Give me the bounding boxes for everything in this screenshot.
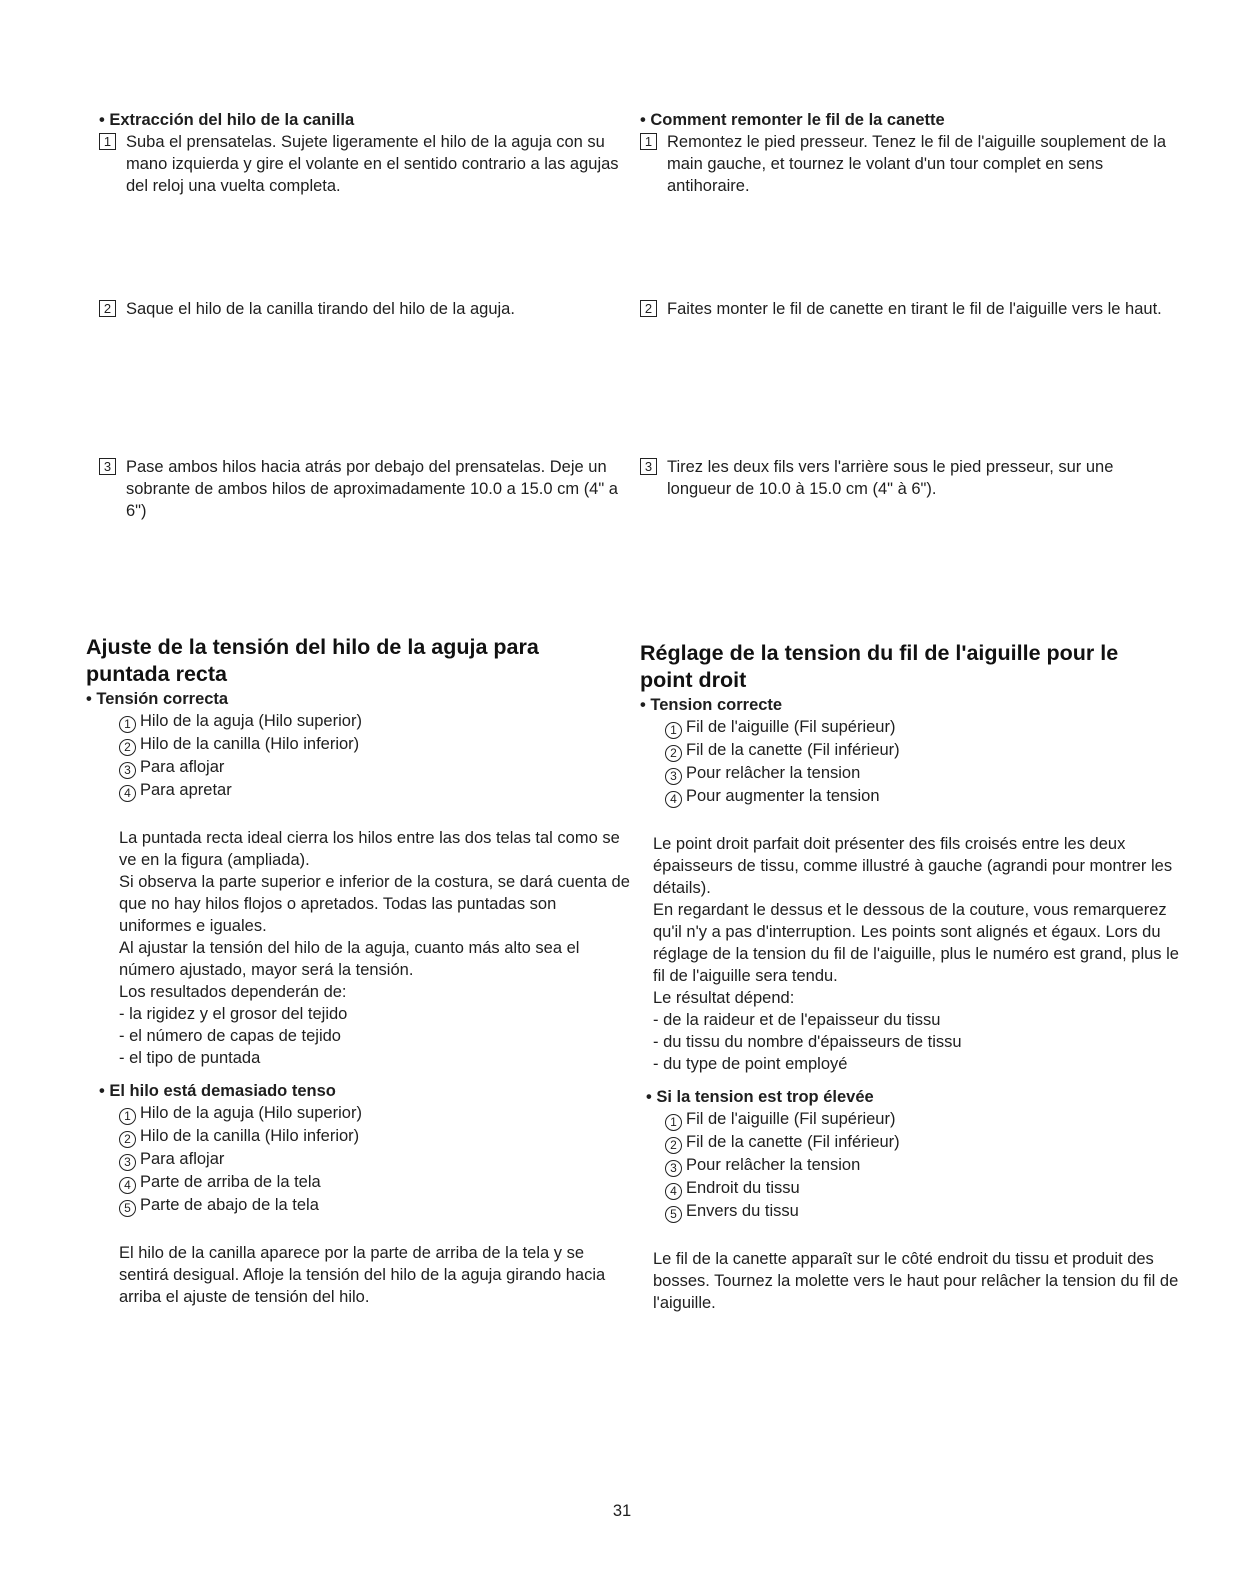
es-bobbin-title: • Extracción del hilo de la canilla [99,111,355,129]
list-item: 3 Para aflojar [119,756,631,779]
es-tight-title: • El hilo está demasiado tenso [99,1082,336,1100]
es-step-1-text: Suba el prensatelas. Sujete ligeramente el hilo de la aguja con su mano izquierda y gire el volante en el sentido contrario a las agujas del reloj una vuelta completa. [126,133,619,195]
fr-step-2-text: Faites monter le fil de canette en tirant le fil de l'aiguille vers le haut. [667,300,1162,318]
list-item: 5 Envers du tissu [665,1200,1185,1223]
step-number-box: 3 [99,458,116,475]
list-item: 4 Endroit du tissu [665,1177,1185,1200]
circle-number: 3 [665,1160,682,1177]
fr-step-1 [640,131,1170,197]
es-step-3-text: Pase ambos hilos hacia atrás por debajo del prensatelas. Deje un sobrante de ambos hilos de aproximadamente 10.0 a 15.0 cm (4" a 6") [126,458,618,520]
circle-number: 1 [665,722,682,739]
list-item: 4 Pour augmenter la tension [665,785,1185,808]
list-item: 1 Fil de l'aiguille (Fil supérieur) [665,1108,1185,1131]
fr-step-3 [640,456,1170,500]
circle-number: 5 [119,1200,136,1217]
es-step-1 [99,131,629,197]
list-item: 1 Hilo de la aguja (Hilo superior) [119,1102,631,1125]
fr-step-2 [640,298,1170,320]
step-number-box: 1 [640,133,657,150]
page-number: 31 [612,1502,632,1520]
circle-number: 4 [119,1177,136,1194]
list-item: 4 Parte de arriba de la tela [119,1171,631,1194]
circle-number: 2 [665,745,682,762]
fr-tight-title: • Si la tension est trop élevée [646,1088,874,1106]
fr-step-3-text: Tirez les deux fils vers l'arrière sous le pied presseur, sur une longueur de 10.0 à 15.0 cm (4" à 6"). [667,458,1114,498]
step-number-box: 2 [640,300,657,317]
list-item: 1 Fil de l'aiguille (Fil supérieur) [665,716,1185,739]
step-number-box: 1 [99,133,116,150]
es-tight-paragraph: El hilo de la canilla aparece por la parte de arriba de la tela y se sentirá desigual. Afloje la tensión del hilo de la aguja girando hacia arriba el ajuste de tensión del hilo. [119,1244,606,1306]
circle-number: 1 [119,1108,136,1125]
circle-number: 1 [665,1114,682,1131]
list-item: 4 Para apretar [119,779,631,802]
es-step-2-text: Saque el hilo de la canilla tirando del hilo de la aguja. [126,300,515,318]
circle-number: 3 [665,768,682,785]
es-correct-title: • Tensión correcta [86,690,229,708]
list-item: 2 Fil de la canette (Fil inférieur) [665,1131,1185,1154]
list-item: 3 Para aflojar [119,1148,631,1171]
es-tension-heading: Ajuste de la tensión del hilo de la aguja para puntada recta [86,635,539,686]
list-item: 3 Pour relâcher la tension [665,762,1185,785]
step-number-box: 2 [99,300,116,317]
fr-correct-paragraph: Le point droit parfait doit présenter des fils croisés entre les deux épaisseurs de tissu, comme illustré à gauche (agrandi pour montrer les détails). En regardant le dessus et le dessous de la couture, vous remarquerez qu'il n'y a pas d'interruption. Les points sont alignés et égaux. Lors du réglage de la tension du fil de l'aiguille, plus le numéro est grand, plus le fil de l'aiguille sera tendu. Le résultat dépend: - de la raideur et de l'epaisseur du tissu - du tissu du nombre d'épaisseurs de tissu - du type de point employé [653,835,1179,1073]
circle-number: 2 [665,1137,682,1154]
circle-number: 4 [119,785,136,802]
circle-number: 3 [119,1154,136,1171]
list-item: 2 Fil de la canette (Fil inférieur) [665,739,1185,762]
fr-bobbin-section [640,109,1170,197]
es-step-3 [99,456,629,522]
fr-correct-list [640,716,1185,808]
es-step-2 [99,298,629,320]
circle-number: 3 [119,762,136,779]
fr-correct-title: • Tension correcte [640,696,783,714]
list-item: 3 Pour relâcher la tension [665,1154,1185,1177]
es-tight-list [86,1102,631,1217]
circle-number: 2 [119,739,136,756]
fr-tension-heading: Réglage de la tension du fil de l'aiguille pour le point droit [640,641,1119,692]
fr-tight-list [640,1108,1185,1223]
step-number-box: 3 [640,458,657,475]
fr-bobbin-title: • Comment remonter le fil de la canette [640,111,945,129]
es-bobbin-section [99,109,629,197]
circle-number: 4 [665,791,682,808]
es-correct-paragraph: La puntada recta ideal cierra los hilos entre las dos telas tal como se ve en la figura (ampliada). Si observa la parte superior e inferior de la costura, se dará cuenta de que no hay hilos flojos o apretados. Todas las puntadas son uniformes e iguales. Al ajustar la tensión del hilo de la aguja, cuanto más alto sea el número ajustado, mayor será la tensión. Los resultados dependerán de: - la rigidez y el grosor del tejido - el número de capas de tejido - el tipo de puntada [119,829,630,1067]
es-correct-list [86,710,631,802]
list-item: 2 Hilo de la canilla (Hilo inferior) [119,733,631,756]
fr-tension-section [640,640,1185,1314]
list-item: 1 Hilo de la aguja (Hilo superior) [119,710,631,733]
list-item: 2 Hilo de la canilla (Hilo inferior) [119,1125,631,1148]
es-tension-section [86,634,631,1308]
circle-number: 5 [665,1206,682,1223]
circle-number: 2 [119,1131,136,1148]
fr-tight-paragraph: Le fil de la canette apparaît sur le côté endroit du tissu et produit des bosses. Tournez la molette vers le haut pour relâcher la tension du fil de l'aiguille. [653,1250,1179,1312]
circle-number: 1 [119,716,136,733]
list-item: 5 Parte de abajo de la tela [119,1194,631,1217]
circle-number: 4 [665,1183,682,1200]
fr-step-1-text: Remontez le pied presseur. Tenez le fil de l'aiguille souplement de la main gauche, et tournez le volant d'un tour complet en sens antihoraire. [667,133,1167,195]
